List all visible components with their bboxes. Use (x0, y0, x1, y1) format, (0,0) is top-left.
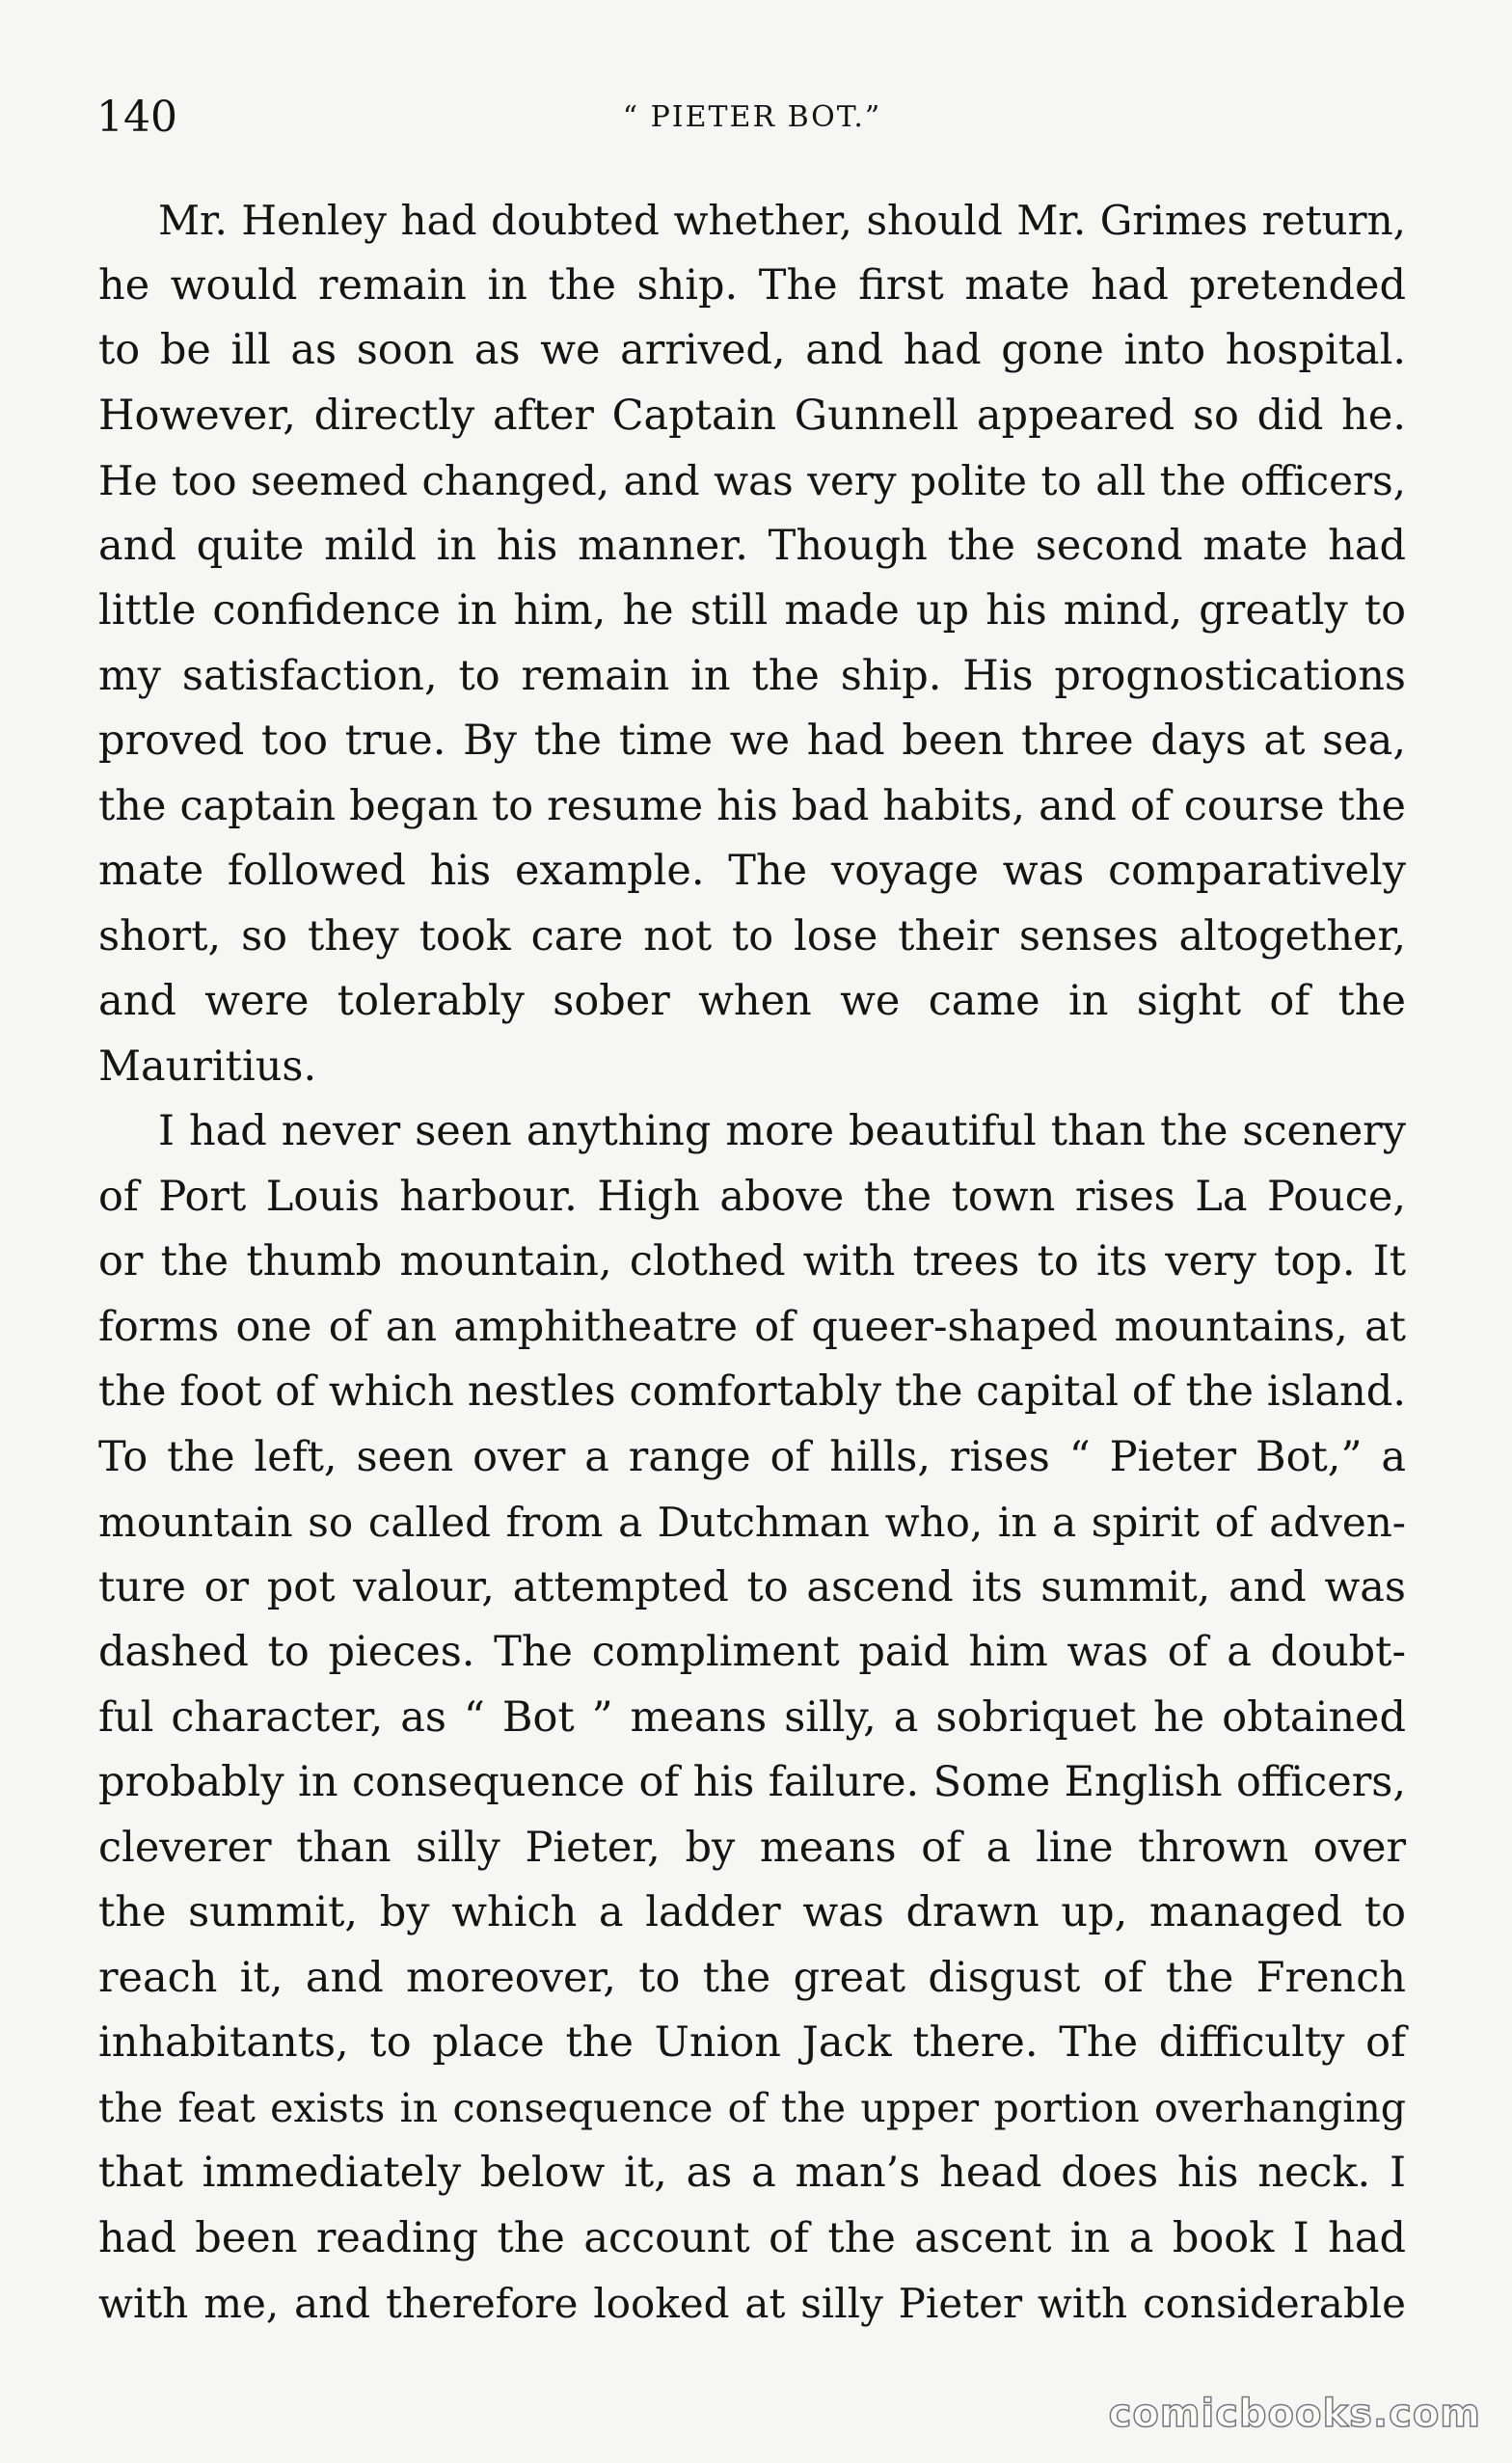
text-line: and were tolerably sober when we came in sight of the (98, 977, 1406, 1025)
page-header (96, 89, 1408, 147)
text-line: he would remain in the ship. The first mate had pretended (98, 260, 1406, 310)
text-line: dashed to pieces. The compliment paid him was of a doubt- (98, 1628, 1406, 1676)
paragraph-2 (98, 1099, 1406, 2337)
text-line: ful character, as “ Bot ” means silly, a sobriquet he obtained (98, 1692, 1406, 1742)
page-number: 140 (96, 93, 177, 142)
text-line: forms one of an amphitheatre of queer-shaped mountains, at (98, 1302, 1406, 1351)
text-line: had been reading the account of the ascent in a book I had (98, 2213, 1406, 2262)
text-line: probably in consequence of his failure. Some English officers, (98, 1758, 1406, 1806)
text-line: mountain so called from a Dutchman who, in a spirit of adven- (98, 1499, 1406, 1546)
text-line: proved too true. By the time we had been three days at sea, (98, 717, 1406, 765)
text-line: I had never seen anything more beautiful than the scenery (158, 1107, 1406, 1155)
text-line: with me, and therefore looked at silly Pieter with considerable (98, 2280, 1406, 2327)
text-line: or the thumb mountain, clothed with trees to its very top. It (98, 1237, 1406, 1286)
text-line: of Port Louis harbour. High above the town rises La Pouce, (98, 1172, 1406, 1221)
body-text (98, 188, 1406, 2337)
text-line: Mr. Henley had doubted whether, should Mr. Grimes return, (158, 197, 1406, 244)
text-line: ture or pot valour, attempted to ascend its summit, and was (98, 1562, 1406, 1611)
watermark: comicbooks.com (1108, 2392, 1481, 2436)
text-line: to be ill as soon as we arrived, and had gone into hospital. (98, 326, 1406, 374)
text-line: the summit, by which a ladder was drawn up, managed to (98, 1888, 1406, 1936)
text-line: the feat exists in consequence of the upper portion overhanging (98, 2084, 1406, 2131)
text-line: However, directly after Captain Gunnell appeared so did he. (98, 391, 1406, 440)
text-line: and quite mild in his manner. Though the second mate had (98, 521, 1406, 570)
text-line: reach it, and moreover, to the great disgust of the French (98, 1953, 1406, 2002)
text-line: mate followed his example. The voyage was comparatively (98, 847, 1406, 895)
text-line: cleverer than silly Pieter, by means of a line thrown over (98, 1823, 1406, 1872)
paragraph-1 (98, 188, 1406, 1099)
text-line: Mauritius. (98, 1042, 317, 1091)
text-line: inhabitants, to place the Union Jack there. The difficulty of (98, 2018, 1406, 2067)
text-line: my satisfaction, to remain in the ship. His prognostications (98, 651, 1406, 700)
text-line: short, so they took care not to lose their senses altogether, (98, 911, 1406, 961)
text-line: the captain began to resume his bad habits, and of course the (98, 781, 1406, 830)
text-line: the foot of which nestles comfortably the capital of the island. (98, 1367, 1406, 1416)
text-line: He too seemed changed, and was very polite to all the officers, (98, 457, 1406, 504)
text-line: To the left, seen over a range of hills, rises “ Pieter Bot,” a (98, 1432, 1406, 1481)
text-line: that immediately below it, as a man’s head does his neck. I (98, 2149, 1406, 2197)
text-line: little confidence in him, he still made up his mind, greatly to (98, 586, 1406, 635)
running-head: “ PIETER BOT.” (622, 100, 882, 134)
